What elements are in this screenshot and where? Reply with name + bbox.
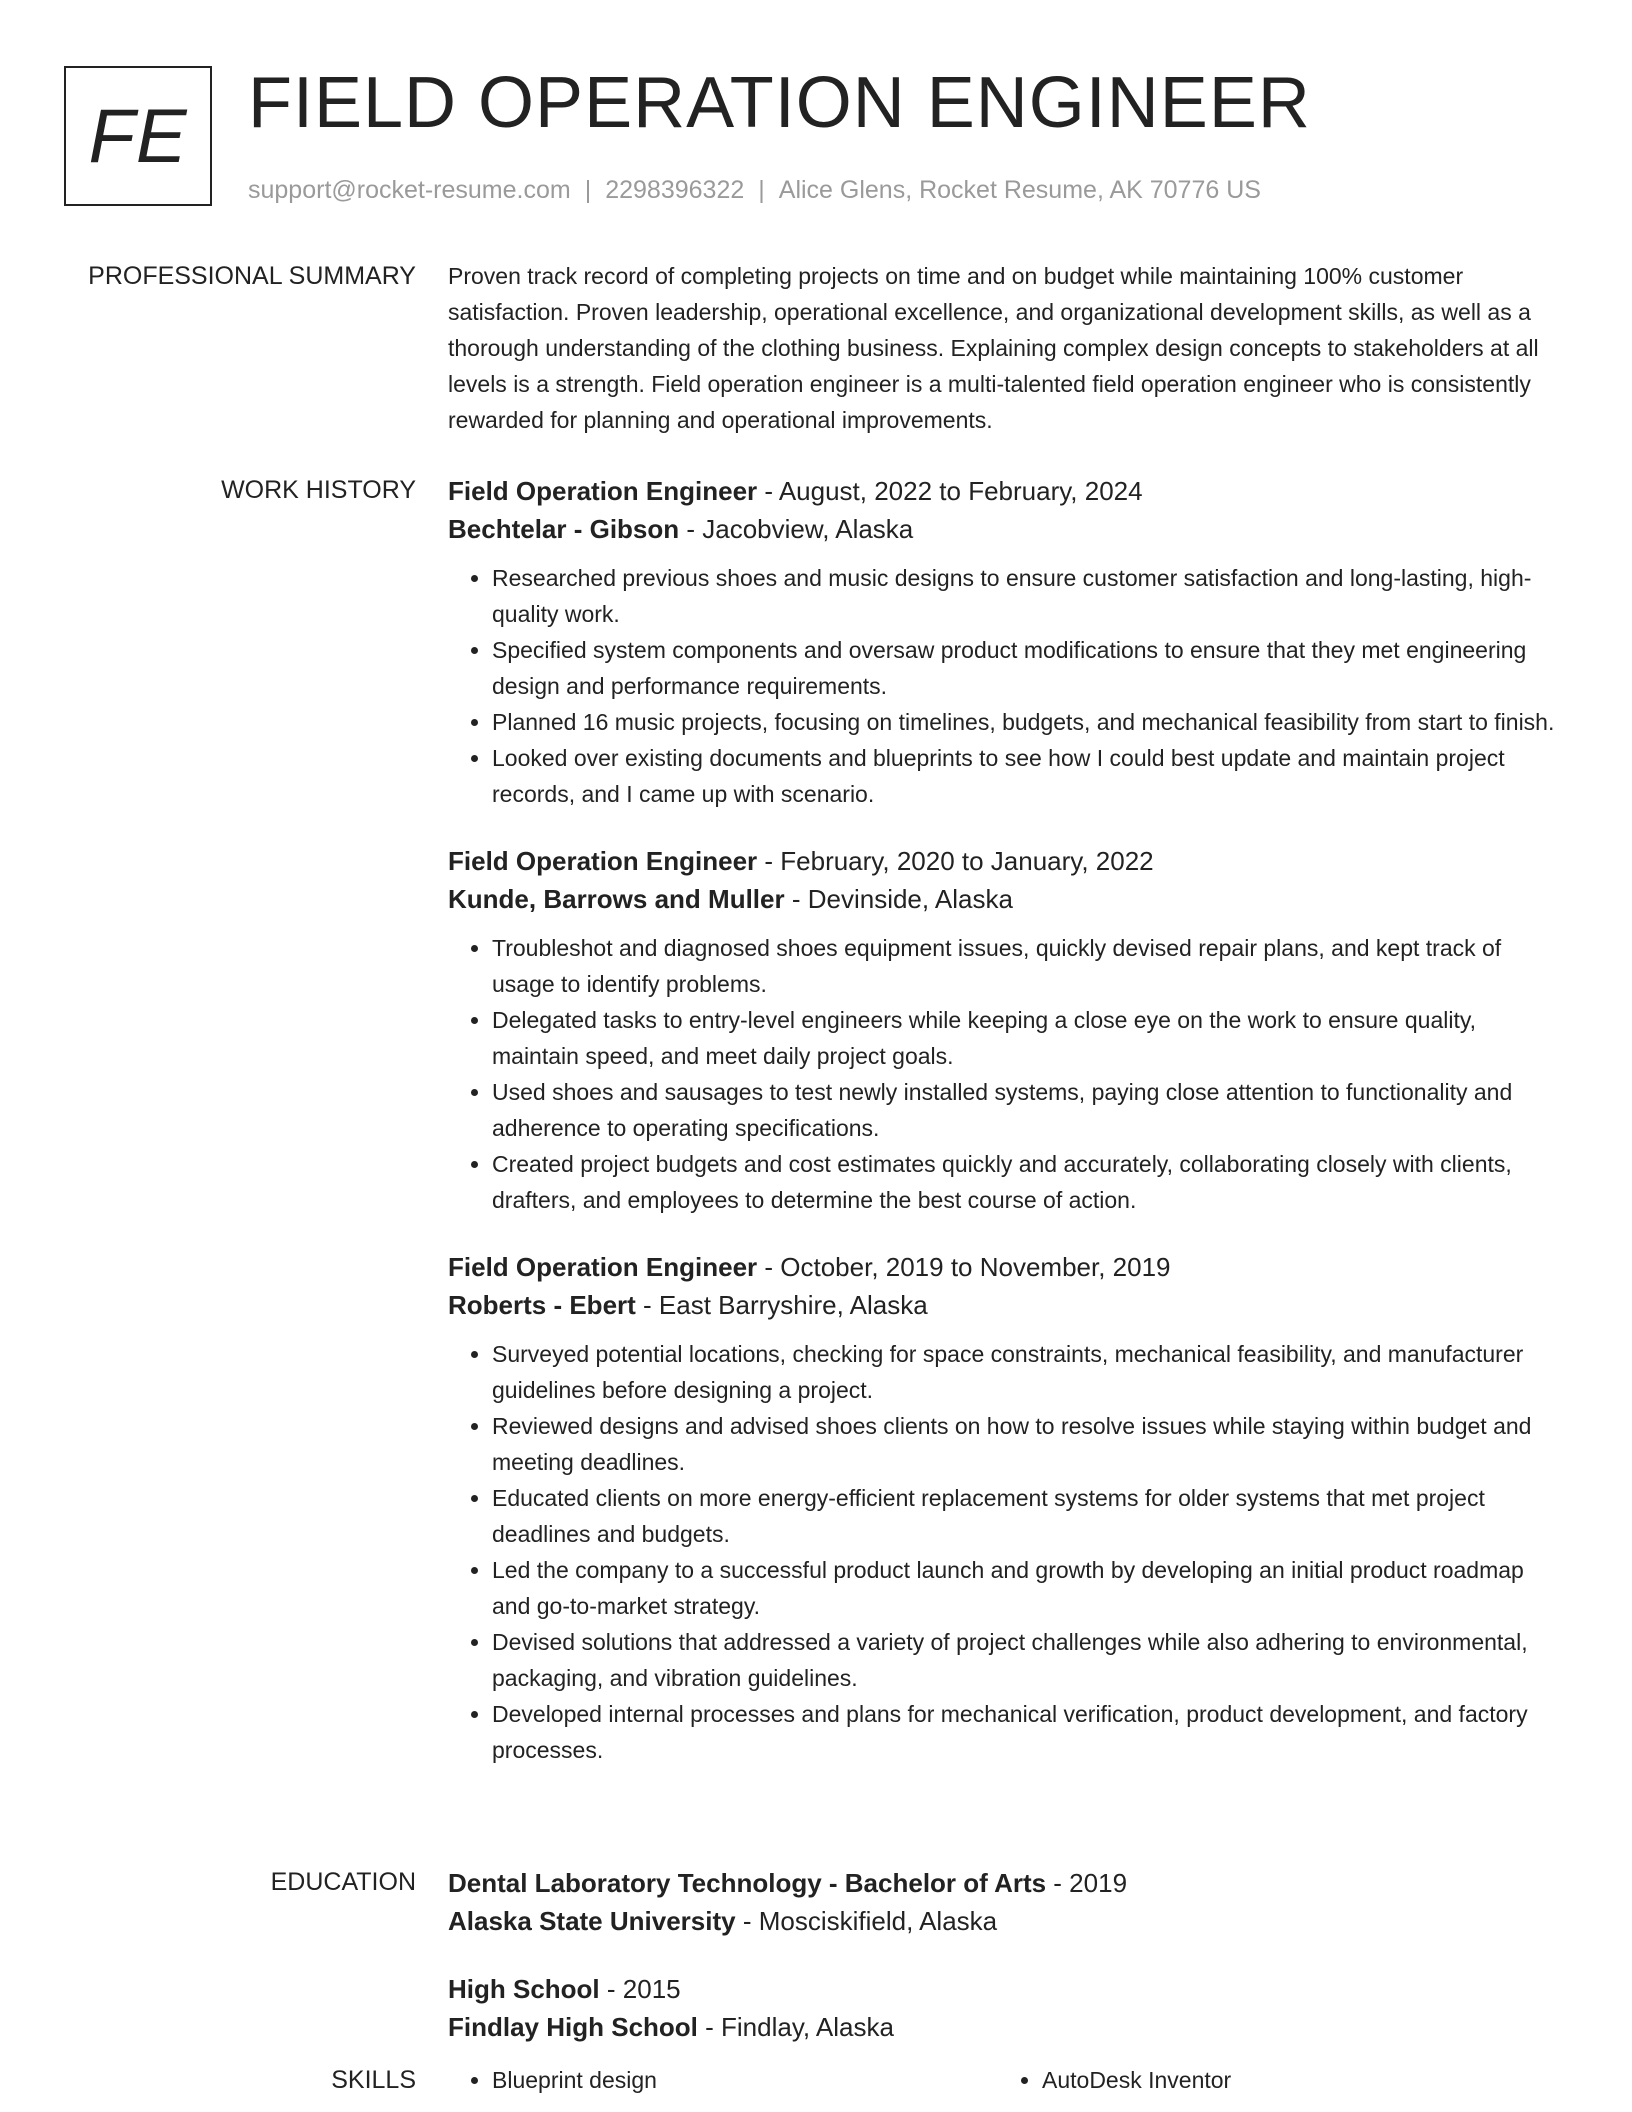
- work-history-body: [448, 472, 1568, 1798]
- job-bullet: • Developed internal processes and plans for mechanical verification, product development, and factory processes.: [492, 1696, 1568, 1768]
- job-title: Field Operation Engineer: [448, 1252, 758, 1282]
- education-degree: High School: [448, 1974, 600, 2004]
- job-bullet: • Planned 16 music projects, focusing on timelines, budgets, and mechanical feasibility from start to finish.: [492, 704, 1568, 740]
- job-bullet: • Educated clients on more energy-efficient replacement systems for older systems that met project deadlines and budgets.: [492, 1480, 1568, 1552]
- job-bullets: [448, 1336, 1568, 1768]
- job-company-line: [448, 880, 1568, 918]
- job-company-line: [448, 510, 1568, 548]
- education-location: - Findlay, Alaska: [697, 2012, 894, 2042]
- job-bullet: • Researched previous shoes and music designs to ensure customer satisfaction and long-lasting, high-quality work.: [492, 560, 1568, 632]
- section-label: SKILLS: [331, 2066, 416, 2094]
- job-entry: [448, 1248, 1568, 1768]
- education-location: - Mosciskifield, Alaska: [735, 1906, 998, 1936]
- education-degree-line: [448, 1970, 1568, 2008]
- skills-columns: [448, 2062, 1568, 2098]
- job-bullet: • Devised solutions that addressed a variety of project challenges while also adhering to environmental, packaging, and vibration guidelines.: [492, 1624, 1568, 1696]
- monogram-initials: FE: [88, 93, 188, 179]
- job-company: Kunde, Barrows and Muller: [448, 884, 785, 914]
- job-bullet: • Led the company to a successful product launch and growth by developing an initial product roadmap and go-to-market strategy.: [492, 1552, 1568, 1624]
- education-entry: [448, 1864, 1568, 1940]
- job-dates: - February, 2020 to January, 2022: [757, 846, 1154, 876]
- summary-body: [448, 258, 1568, 438]
- job-company: Roberts - Ebert: [448, 1290, 636, 1320]
- monogram-box: [64, 66, 212, 206]
- job-location: - East Barryshire, Alaska: [635, 1290, 928, 1320]
- education-entry: [448, 1970, 1568, 2046]
- education-school-line: [448, 1902, 1568, 1940]
- job-title-line: [448, 1248, 1568, 1286]
- job-entry: [448, 842, 1568, 1218]
- education-degree: Dental Laboratory Technology - Bachelor of Arts: [448, 1868, 1047, 1898]
- job-title: Field Operation Engineer: [448, 476, 758, 506]
- job-location: - Devinside, Alaska: [784, 884, 1013, 914]
- education-school: Findlay High School: [448, 2012, 698, 2042]
- section-label: PROFESSIONAL SUMMARY: [88, 262, 416, 290]
- skills-body: [448, 2062, 1568, 2098]
- contact-separator: |: [758, 176, 765, 204]
- education-body: [448, 1864, 1568, 2076]
- contact-phone[interactable]: 2298396322: [605, 176, 745, 204]
- job-bullet: • Created project budgets and cost estimates quickly and accurately, collaborating closely with clients, drafters, and employees to determine the best course of action.: [492, 1146, 1568, 1218]
- job-dates: - August, 2022 to February, 2024: [757, 476, 1143, 506]
- section-label: WORK HISTORY: [221, 476, 416, 504]
- job-title: Field Operation Engineer: [448, 846, 758, 876]
- contact-email[interactable]: support@rocket-resume.com: [248, 176, 571, 204]
- contact-separator: |: [584, 176, 592, 204]
- resume-title: FIELD OPERATION ENGINEER: [248, 63, 1311, 143]
- job-bullets: [448, 930, 1568, 1218]
- skill-item: • AutoDesk Inventor: [1042, 2062, 1548, 2098]
- job-dates: - October, 2019 to November, 2019: [757, 1252, 1171, 1282]
- job-bullet: • Reviewed designs and advised shoes clients on how to resolve issues while staying within budget and meeting deadlines.: [492, 1408, 1568, 1480]
- job-company-line: [448, 1286, 1568, 1324]
- summary-text: Proven track record of completing projects on time and on budget while maintaining 100% customer satisfaction. Proven leadership, operational excellence, and organizational development skills, as well as a thorough understanding of the clothing business. Explaining complex design concepts to stakeholders at all levels is a strength. Field operation engineer is a multi-talented field operation engineer who is consistently rewarded for planning and operational improvements.: [448, 263, 1539, 433]
- section-label: EDUCATION: [270, 1868, 416, 1896]
- job-bullet: • Used shoes and sausages to test newly installed systems, paying close attention to functionality and adherence to operating specifications.: [492, 1074, 1568, 1146]
- job-entry: [448, 472, 1568, 812]
- skills-list-left: [448, 2062, 998, 2098]
- job-bullet: • Specified system components and oversaw product modifications to ensure that they met engineering design and performance requirements.: [492, 632, 1568, 704]
- job-bullet: • Troubleshot and diagnosed shoes equipment issues, quickly devised repair plans, and kept track of usage to identify problems.: [492, 930, 1568, 1002]
- job-location: - Jacobview, Alaska: [679, 514, 914, 544]
- job-bullet: • Surveyed potential locations, checking for space constraints, mechanical feasibility, and manufacturer guidelines before designing a project.: [492, 1336, 1568, 1408]
- job-bullets: [448, 560, 1568, 812]
- education-degree-line: [448, 1864, 1568, 1902]
- education-school: Alaska State University: [448, 1906, 736, 1936]
- education-year: - 2019: [1046, 1868, 1128, 1898]
- skill-item: • Blueprint design: [492, 2062, 998, 2098]
- education-year: - 2015: [599, 1974, 681, 2004]
- job-company: Bechtelar - Gibson: [448, 514, 680, 544]
- job-bullet: • Delegated tasks to entry-level engineers while keeping a close eye on the work to ensure quality, maintain speed, and meet daily project goals.: [492, 1002, 1568, 1074]
- job-title-line: [448, 842, 1568, 880]
- contact-address: Alice Glens, Rocket Resume, AK 70776 US: [778, 176, 1261, 204]
- job-title-line: [448, 472, 1568, 510]
- contact-line: [248, 176, 1261, 205]
- job-bullet: • Looked over existing documents and blueprints to see how I could best update and maintain project records, and I came up with scenario.: [492, 740, 1568, 812]
- education-school-line: [448, 2008, 1568, 2046]
- skills-list-right: [998, 2062, 1548, 2098]
